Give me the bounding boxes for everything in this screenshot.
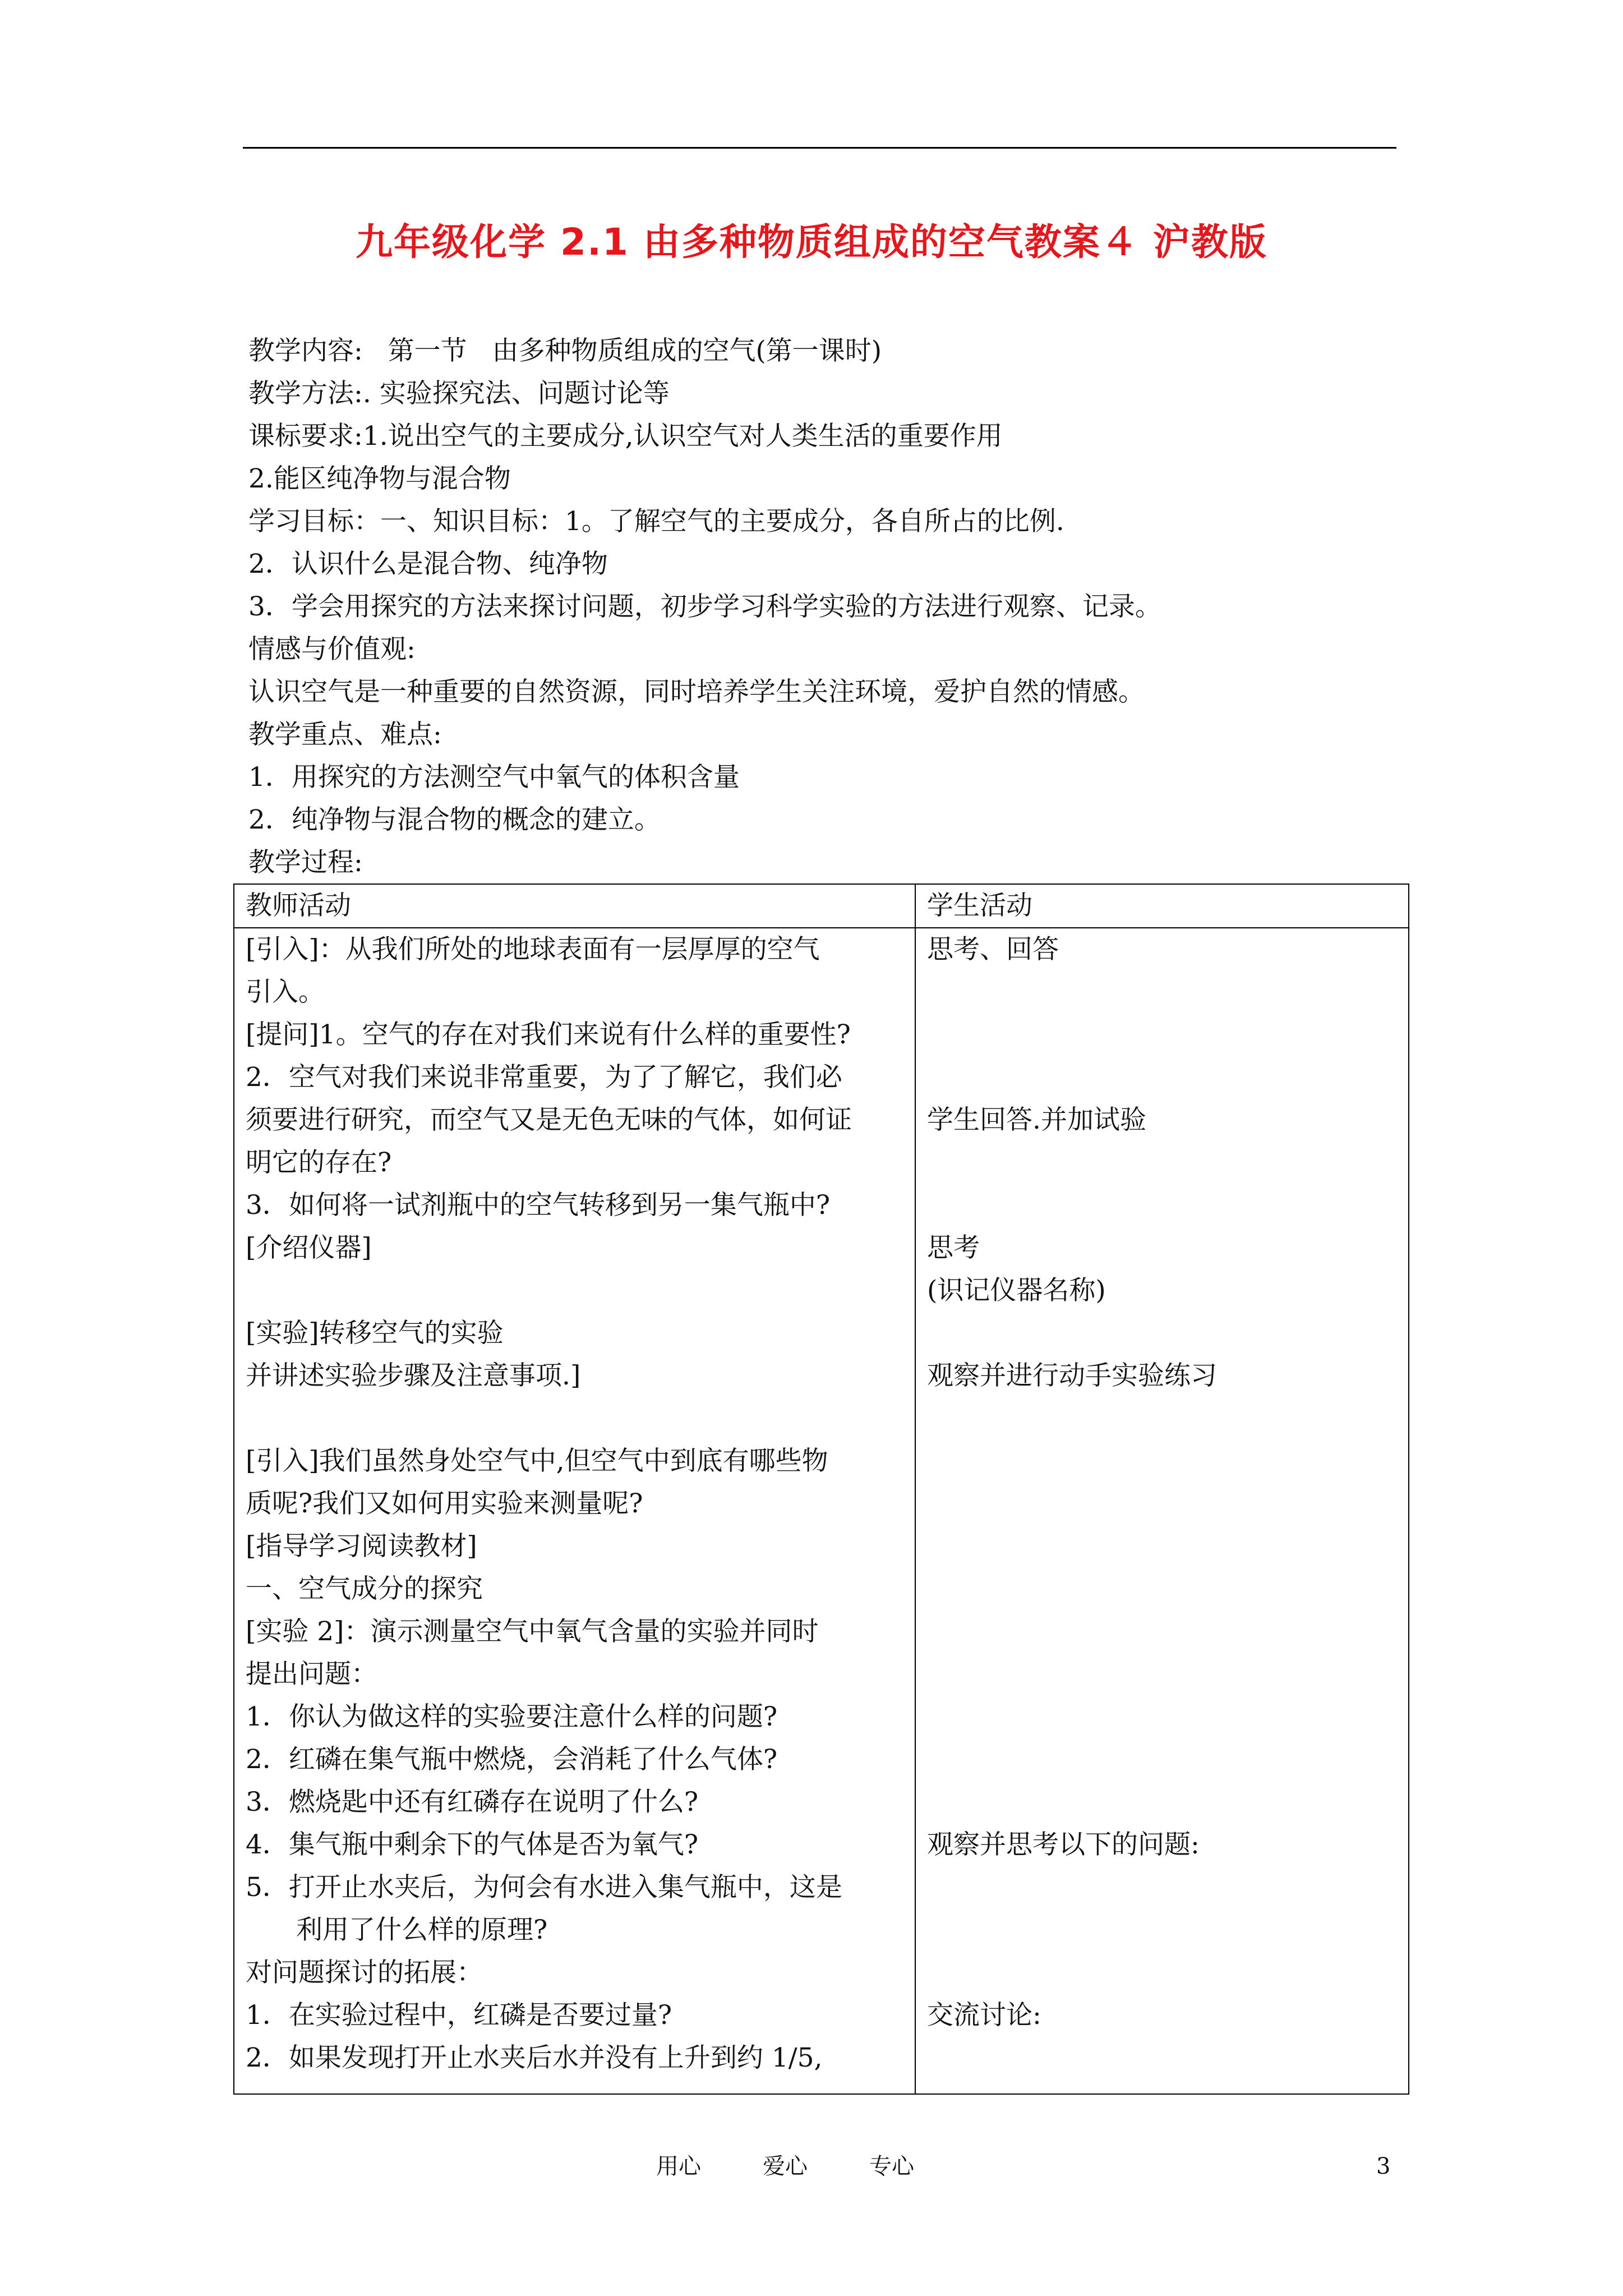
student-line xyxy=(927,2037,1397,2079)
intro-line: 1．用探究的方法测空气中氧气的体积含量 xyxy=(248,762,740,793)
student-line xyxy=(927,1611,1397,1653)
student-line xyxy=(927,1866,1397,1909)
teacher-line: 明它的存在? xyxy=(246,1147,392,1178)
teacher-line: 利用了什么样的原理? xyxy=(296,1915,548,1945)
intro-section xyxy=(248,330,1426,884)
teacher-line: 3．燃烧匙中还有红磷存在说明了什么? xyxy=(246,1787,699,1818)
intro-line: 3．学会用探究的方法来探讨问题，初步学习科学实验的方法进行观察、记录。 xyxy=(248,591,1161,622)
student-line xyxy=(927,1312,1397,1355)
teacher-line: 2．红磷在集气瓶中燃烧，会消耗了什么气体? xyxy=(246,1744,778,1775)
teaching-process-table xyxy=(233,884,1409,2095)
table-header-row xyxy=(234,884,1409,928)
page-number: 3 xyxy=(1376,2154,1391,2179)
intro-line: 认识空气是一种重要的自然资源，同时培养学生关注环境，爱护自然的情感。 xyxy=(248,677,1145,707)
intro-line: 教学过程: xyxy=(248,847,363,878)
table-row xyxy=(234,928,1409,2094)
teacher-line: [指导学习阅读教材] xyxy=(246,1531,477,1562)
header-rule xyxy=(243,147,1396,149)
teacher-line: 提出问题： xyxy=(246,1659,377,1690)
teacher-line: 3．如何将一试剂瓶中的空气转移到另一集气瓶中? xyxy=(246,1190,831,1221)
footer-motto xyxy=(656,2150,976,2183)
teacher-activity-header: 教师活动 xyxy=(234,884,915,928)
student-line xyxy=(927,1738,1397,1781)
teacher-line: 2．空气对我们来说非常重要，为了了解它，我们必 xyxy=(246,1062,842,1093)
intro-line: 教学重点、难点: xyxy=(248,719,442,750)
student-line xyxy=(927,1440,1397,1483)
student-line xyxy=(927,1568,1397,1611)
student-line xyxy=(927,1142,1397,1184)
student-line xyxy=(927,1781,1397,1824)
student-line xyxy=(927,1653,1397,1696)
teacher-line: 2．如果发现打开止水夹后水并没有上升到约 1/5, xyxy=(246,2042,823,2073)
footer-word: 爱心 xyxy=(763,2154,808,2179)
student-line: 观察并进行动手实验练习 xyxy=(927,1360,1217,1391)
teacher-line xyxy=(246,1397,903,1440)
teacher-line: [提问]1。空气的存在对我们来说有什么样的重要性? xyxy=(246,1019,851,1050)
teacher-line: 1．在实验过程中，红磷是否要过量? xyxy=(246,2000,672,2031)
teacher-line: 对问题探讨的拓展： xyxy=(246,1957,483,1988)
intro-line: 2.能区纯净物与混合物 xyxy=(248,463,511,494)
student-line xyxy=(927,1184,1397,1227)
student-line: 学生回答.并加试验 xyxy=(927,1105,1146,1135)
teacher-line: 引入。 xyxy=(246,977,325,1007)
student-line xyxy=(927,1952,1397,1994)
intro-line: 教学内容: 第一节 由多种物质组成的空气(第一课时) xyxy=(248,335,882,366)
student-line: 交流讨论: xyxy=(927,2000,1041,2031)
document-title: 九年级化学 2.1 由多种物质组成的空气教案４ 沪教版 xyxy=(356,220,1267,264)
teacher-line: 5．打开止水夹后，为何会有水进入集气瓶中，这是 xyxy=(246,1872,842,1903)
footer-word: 专心 xyxy=(869,2154,914,2179)
teacher-line: [实验]转移空气的实验 xyxy=(246,1318,504,1349)
student-line xyxy=(927,1056,1397,1099)
teacher-line: 质呢?我们又如何用实验来测量呢? xyxy=(246,1488,643,1519)
student-line: 思考、回答 xyxy=(927,934,1059,965)
student-line xyxy=(927,971,1397,1014)
student-line xyxy=(927,1014,1397,1056)
teacher-line: 1．你认为做这样的实验要注意什么样的问题? xyxy=(246,1701,778,1732)
student-line: 观察并思考以下的问题: xyxy=(927,1829,1200,1860)
footer-word: 用心 xyxy=(656,2154,701,2179)
teacher-activity-cell xyxy=(234,928,915,2094)
teacher-line: 须要进行研究，而空气又是无色无味的气体，如何证 xyxy=(246,1105,852,1135)
teacher-line xyxy=(246,1269,903,1312)
teacher-line: 并讲述实验步骤及注意事项.] xyxy=(246,1360,581,1391)
teacher-line: 一、空气成分的探究 xyxy=(246,1573,483,1604)
student-line xyxy=(927,1696,1397,1738)
student-line: (识记仪器名称) xyxy=(927,1275,1106,1306)
student-line xyxy=(927,1397,1397,1440)
student-line xyxy=(927,1909,1397,1952)
student-activity-header: 学生活动 xyxy=(915,884,1409,928)
intro-line: 学习目标：一、知识目标：1。了解空气的主要成分，各自所占的比例. xyxy=(248,506,1064,537)
teacher-line: [引入]我们虽然身处空气中,但空气中到底有哪些物 xyxy=(246,1446,828,1476)
intro-line: 课标要求:1.说出空气的主要成分,认识空气对人类生活的重要作用 xyxy=(248,421,1003,452)
student-activity-cell xyxy=(915,928,1409,2094)
intro-line: 教学方法:. 实验探究法、问题讨论等 xyxy=(248,378,670,409)
teacher-line: [引入]：从我们所处的地球表面有一层厚厚的空气 xyxy=(246,934,820,965)
intro-line: 2．纯净物与混合物的概念的建立。 xyxy=(248,804,661,835)
student-line xyxy=(927,1483,1397,1525)
teacher-line: 4．集气瓶中剩余下的气体是否为氧气? xyxy=(246,1829,699,1860)
teacher-line: [介绍仪器] xyxy=(246,1232,372,1263)
student-line: 思考 xyxy=(927,1232,980,1263)
intro-line: 2．认识什么是混合物、纯净物 xyxy=(248,549,608,579)
teacher-line: [实验 2]：演示测量空气中氧气含量的实验并同时 xyxy=(246,1616,819,1647)
intro-line: 情感与价值观: xyxy=(248,634,416,665)
student-line xyxy=(927,1525,1397,1568)
